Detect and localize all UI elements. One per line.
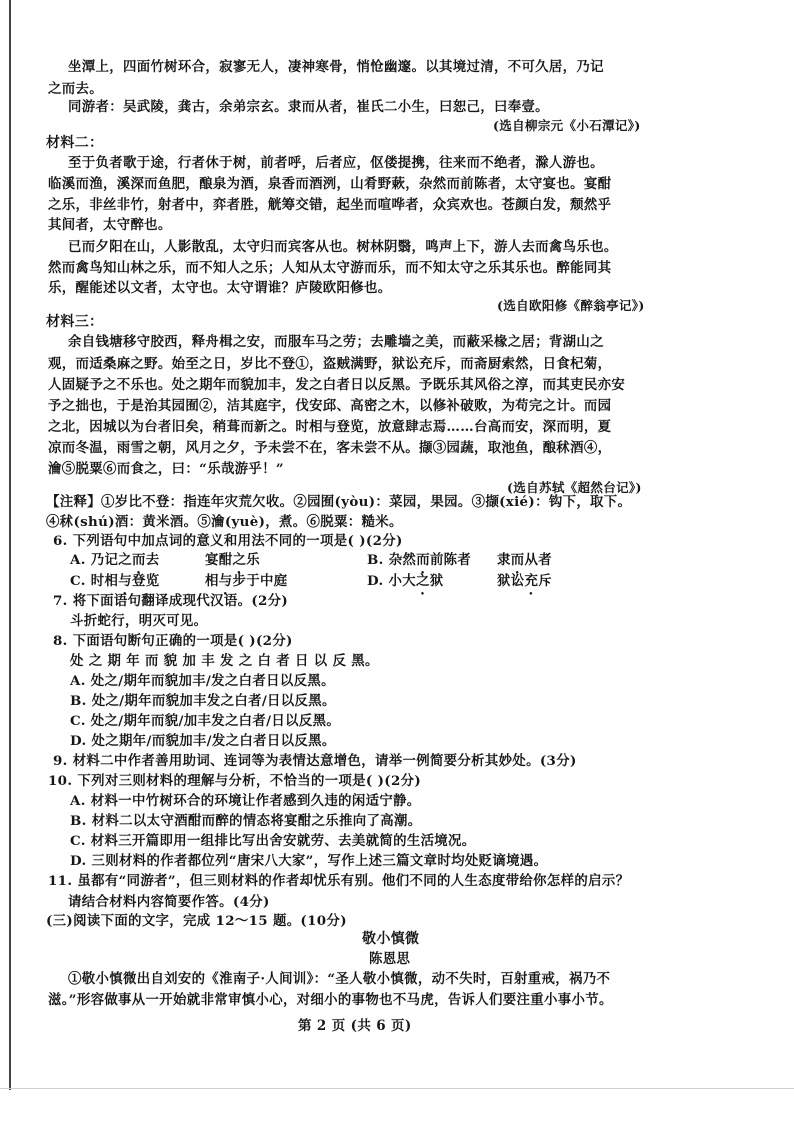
material3-source: (选自苏轼《超然台记》) — [507, 480, 642, 495]
q6-a1-text: A. 乃记之 — [70, 552, 132, 568]
q6-c2-emphasis: 与 — [218, 573, 233, 589]
material3-line-1: 余自钱塘移守胶西，释舟楫之安，而服车马之劳；去雕墙之美，而蔽采椽之居；背湖山之 — [68, 334, 604, 350]
q8-option-c: C. 处之/期年而貌/加丰发之白者/日以反黑。 — [70, 713, 341, 729]
q6-d1-text: D. 小大 — [367, 573, 416, 589]
q6-c2-start: 相 — [205, 573, 219, 589]
q6-c1-text: C. 时相 — [70, 573, 119, 589]
material3-line-3: 人固疑予之不乐也。处之期年而貌加丰，发之白者日以反黑。予既乐其风俗之淳，而其吏民亦安 — [48, 377, 626, 393]
q6-a1-end: 去 — [145, 552, 160, 568]
material2-line-5: 已而夕阳在山，人影散乱，太守归而宾客从也。树林阴翳，鸣声上下，游人去而禽鸟乐也。 — [68, 239, 618, 255]
material3-line-2: 观，而适桑麻之野。始至之日，岁比不登①，盗贼满野，狱讼充斥，而斋厨索然，日食杞菊， — [48, 356, 612, 372]
question-8-text: 处 之 期 年 而 貌 加 丰 发 之 白 者 日 以 反 黑。 — [70, 653, 379, 669]
q6-d2-emphasis: 充 — [524, 573, 539, 589]
section-3-heading: (三)阅读下面的文字，完成 12～15 题。(10分) — [46, 913, 347, 929]
article-paragraph-1-line-1: ①敬小慎微出自刘安的《淮南子·人间训》：“圣人敬小慎微，动不失时，百射重戒，祸乃不 — [68, 971, 611, 987]
material3-line-5: 之北，因城以为台者旧矣，稍葺而新之。时相与登览，放意肆志焉……台高而安，深而明，夏 — [48, 419, 612, 435]
material2-line-7: 乐，醒能述以文者，太守也。太守谓谁？庐陵欧阳修也。 — [48, 280, 392, 296]
page-number: 第 2 页 (共 6 页) — [298, 1018, 412, 1034]
material3-line-7: 瀹⑤脱粟⑥而食之，曰：“乐哉游乎！” — [48, 461, 284, 477]
material1-source: (选自柳宗元《小石潭记》) — [493, 118, 641, 133]
material2-line-6: 然而禽鸟知山林之乐，而不知人之乐；人知从太守游而乐，而不知太守之乐其乐也。醉能同其 — [48, 260, 612, 276]
material1-line-3: 同游者：吴武陵，龚古，余弟宗玄。隶而从者，崔氏二小生，曰恕己，曰奉壹。 — [68, 99, 549, 115]
question-7-text: 斗折蛇行，明灭可见。 — [70, 613, 208, 629]
material3-line-6: 凉而冬温，雨雪之朝，风月之夕，予未尝不在，客未尝不从。撷③园蔬，取池鱼，酿秫酒④， — [48, 440, 612, 456]
question-11-line-1: 11. 虽都有“同游者”，但三则材料的作者却忧乐有别。他们不同的人生态度带给你怎样的启示？ — [48, 873, 630, 889]
scan-edge-left — [9, 0, 11, 1090]
q6-c1-end: 登览 — [132, 573, 160, 589]
q10-option-a: A. 材料一中竹树环合的环境让作者感到久违的闲适宁静。 — [70, 793, 421, 809]
material3-label: 材料三： — [46, 314, 104, 330]
q6-option-d-part2 — [497, 572, 552, 598]
article-title: 敬小慎微 — [362, 931, 420, 947]
question-6-stem: 6. 下列语句中加点词的意义和用法不同的一项是( )(2分) — [53, 533, 403, 549]
material1-line-1: 坐潭上，四面竹树环合，寂寥无人，凄神寒骨，悄怆幽邃。以其境过清，不可久居，乃记 — [68, 59, 604, 75]
question-9-stem: 9. 材料二中作者善用助词、连词等为表情达意增色，请举一例简要分析其妙处。(3分) — [53, 753, 577, 769]
q6-a2-emphasis: 之 — [232, 552, 247, 568]
q6-a2-end: 乐 — [246, 552, 260, 568]
q6-b2-end: 从者 — [524, 552, 552, 568]
q6-b1-emphasis: 而 — [416, 552, 430, 568]
q8-option-b: B. 处之/期年而貌加丰发之白者/日以反黑。 — [70, 693, 336, 709]
material2-line-2: 临溪而渔，溪深而鱼肥，酿泉为酒，泉香而酒洌，山肴野蔌，杂然而前陈者，太守宴也。宴酣 — [48, 176, 612, 192]
question-8-stem: 8. 下面语句断句正确的一项是( )(2分) — [53, 633, 293, 649]
material2-line-3: 之乐，非丝非竹，射者中，弈者胜，觥筹交错，起坐而喧哗者，众宾欢也。苍颜白发，颓然乎 — [48, 197, 612, 213]
material2-line-1: 至于负者歌于途，行者休于树，前者呼，后者应，伛偻提携，往来而不绝者，滁人游也。 — [68, 155, 604, 171]
q8-option-d: D. 处之期年/而貌加丰/发之白者日以反黑。 — [70, 733, 336, 749]
q6-a2-start: 宴酣 — [205, 552, 233, 568]
q6-b1-end: 前陈者 — [429, 552, 472, 568]
notes-line-2: ④秫(shú)酒：黄米酒。⑤瀹(yuè)，煮。⑥脱粟：糙米。 — [46, 514, 403, 530]
q6-c1-emphasis: 与 — [118, 573, 133, 589]
q6-a1-emphasis: 而 — [132, 552, 146, 568]
notes-line-1: 【注释】①岁比不登：指连年灾荒欠收。②园囿(yòu)：菜园，果园。③撷(xié)：钩下，取下。 — [46, 494, 632, 510]
q6-d1-end: 狱 — [429, 573, 444, 589]
q6-b2-start: 隶 — [497, 552, 511, 568]
article-paragraph-1-line-2: 滋。”形容做事从一开始就非常审慎小心，对细小的事物也不马虎，告诉人们要注重小事小节。 — [48, 992, 613, 1008]
material2-source: (选自欧阳修《醉翁亭记》) — [497, 298, 645, 313]
material2-line-4: 其间者，太守醉也。 — [48, 217, 172, 233]
q10-option-b: B. 材料二以太守酒酣而醉的情态将宴酣之乐推向了高潮。 — [70, 813, 422, 829]
q6-d2-start: 狱讼 — [497, 573, 525, 589]
scan-edge-bottom — [0, 1088, 794, 1089]
material3-line-4: 予之拙也，于是治其园囿②，洁其庭宇，伐安邱、高密之木，以修补破败，为苟完之计。而园 — [48, 398, 612, 414]
material2-label: 材料二： — [46, 135, 104, 151]
question-7-stem: 7. 将下面语句翻译成现代汉语。(2分) — [53, 593, 289, 609]
q8-option-a: A. 处之/期年而貌加丰/发之白者日以反黑。 — [70, 673, 335, 689]
q6-b1-text: B. 杂然 — [367, 552, 417, 568]
q6-b2-emphasis: 而 — [510, 552, 525, 568]
material1-line-2: 之而去。 — [48, 81, 103, 97]
q6-option-d-part1 — [367, 572, 444, 598]
question-10-stem: 10. 下列对三则材料的理解与分析，不恰当的一项是( )(2分) — [48, 773, 422, 789]
q10-option-d: D. 三则材料的作者都位列“唐宋八大家”，写作上述三篇文章时均处贬谪境遇。 — [70, 853, 548, 869]
q10-option-c: C. 材料三开篇即用一组排比写出舍安就劳、去美就简的生活境况。 — [70, 833, 476, 849]
question-11-line-2: 请结合材料内容简要作答。(4分) — [68, 894, 270, 910]
q6-c2-end: 步于中庭 — [232, 573, 288, 589]
q6-d2-end: 斥 — [538, 573, 552, 589]
q6-d1-emphasis: 之 — [416, 573, 430, 589]
article-author: 陈恩思 — [369, 951, 411, 967]
